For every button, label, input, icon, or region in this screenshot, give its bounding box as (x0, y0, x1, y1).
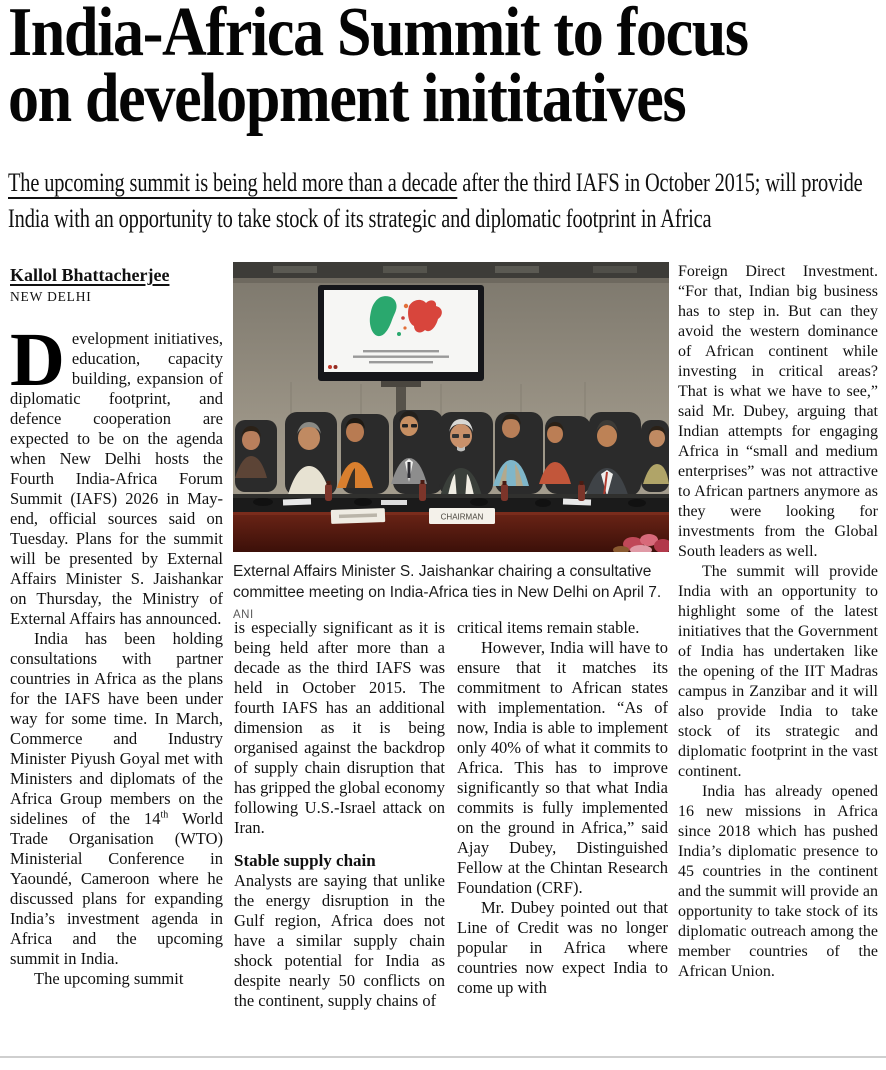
body-paragraph: The upcoming summit (34, 969, 184, 988)
screen-mount-base (381, 381, 421, 387)
body-paragraph: However, India will have to ensure that it matches its commitment to African states with implementation. “As of now, India is able to implement only 40% of what it commits to Africa. This has to improve significantly so that what India commits is fully implemented on the ground in Africa,” said Ajay Dubey, Distinguished Fellow at the Chintan Research Foundation (CRF). (457, 638, 668, 897)
photo-caption-text: External Affairs Minister S. Jaishankar chairing a consultative committee meeting on India-Africa ties in New Delhi on April 7. (233, 563, 662, 601)
logo-dot (334, 365, 338, 369)
chairman-nameplate-label: CHAIRMAN (440, 512, 484, 522)
superscript-ordinal: th (160, 809, 169, 821)
standfirst-underlined-text: The upcoming summit is being held more than a decade (8, 167, 458, 197)
article-column-4 (678, 262, 878, 1056)
ceiling-shadow (233, 278, 669, 283)
dateline: NEW DELHI (10, 289, 92, 304)
body-paragraph: The summit will provide India with an opportunity to highlight some of the latest initiatives that the Government of India has undertaken like the opening of the IIT Madras campus in Zanzibar and it will also provide India to take stock of its strategic and diplomatic footprint in the vast continent. (678, 563, 878, 780)
headline-line-1: India-Africa Summit to focus (8, 0, 748, 71)
tabletop-highlight (233, 494, 669, 498)
map-accent-dot (403, 326, 406, 329)
body-paragraph: India has already opened 16 new missions in Africa since 2018 which has pushed India’s diplomatic presence to 45 countries in the continent and the summit will provide an opportunity to take stock of its diplomatic outreach among the member countries of the African Union. (678, 783, 878, 980)
article-standfirst (8, 164, 886, 236)
ceiling-light (383, 266, 427, 273)
africa-island-dot (397, 332, 401, 336)
standfirst-text: after the third IAFS in October 2015; will provide India with an opportunity to take stock of its strategic and diplomatic footprint in Africa (8, 167, 863, 233)
body-paragraph: Mr. Dubey pointed out that Line of Credit was no longer popular in Africa where countries now expect India to come up with (457, 898, 668, 997)
body-paragraph: critical items remain stable. (457, 618, 640, 637)
article-column-2 (234, 618, 445, 1056)
byline: Kallol Bhattacherjee (10, 265, 170, 285)
body-paragraph: is especially significant as it is being held after more than a decade as the third IAFS was held in October 2015. The fourth IAFS has an additional dimension as it is being organised against the backdrop of supply chain disruption that has gripped the global economy following U.S.-Israel attack on Iran. (234, 618, 445, 837)
body-paragraph: Foreign Direct Investment. “For that, Indian big business has to step in. But can they avoid the western dominance of African continent while investing in critical areas? That is what we have to see,” said Mr. Dubey, arguing that Indian attempts for engaging Africa in “small and medium enterprises” was not attractive to African partners anymore as they were looking for investments from the Global South leaders as well. (678, 263, 878, 560)
body-paragraph: Analysts are saying that unlike the energy disruption in the Gulf region, Africa does not have a similar supply chain shock potential for India as despite nearly 50 conflicts on the continent, supply chains of (234, 871, 445, 1010)
section-subhead: Stable supply chain (234, 851, 376, 870)
bottom-divider-rule (0, 1056, 886, 1058)
photo-caption (233, 561, 669, 626)
ceiling-light (593, 266, 637, 273)
conference-photo (233, 262, 669, 552)
article-column-3 (457, 618, 668, 1056)
conference-photo-illustration (233, 262, 669, 552)
headline-line-2: on development inititatives (8, 60, 686, 137)
body-paragraph: Development initiatives, education, capacity building, expansion of diplomatic footprint, and defence cooperation are expected to be on the agenda when New Delhi hosts the Fourth India-Africa Forum Summit (IAFS) 2026 in May-end, official sources said on Tuesday. Plans for the summit will be presented by External Affairs Minister S. Jaishankar on Thursday, the Ministry of External Affairs has announced. (10, 318, 223, 628)
body-paragraph: India has been holding consultations with partner countries in Africa as the plans for the IAFS have been under way for some time. In March, Commerce and Industry Minister Piyush Goyal met with Ministers and diplomats of the Africa Group members on the sidelines of the 14th World Trade Organisation (WTO) Ministerial Conference in Yaoundé, Cameroon where he discussed plans for expanding India’s investment agenda in Africa and the upcoming summit in India. (10, 629, 223, 968)
drop-cap: D (10, 318, 65, 402)
article-headline (8, 0, 886, 137)
map-accent-dot (401, 316, 405, 320)
ceiling-light (495, 266, 539, 273)
logo-dot (328, 365, 332, 369)
ceiling-light (273, 266, 317, 273)
photo-credit: ANI (233, 609, 254, 621)
map-accent-dot (404, 304, 408, 308)
article-column-1 (10, 263, 223, 1056)
presentation-slide (324, 290, 478, 372)
